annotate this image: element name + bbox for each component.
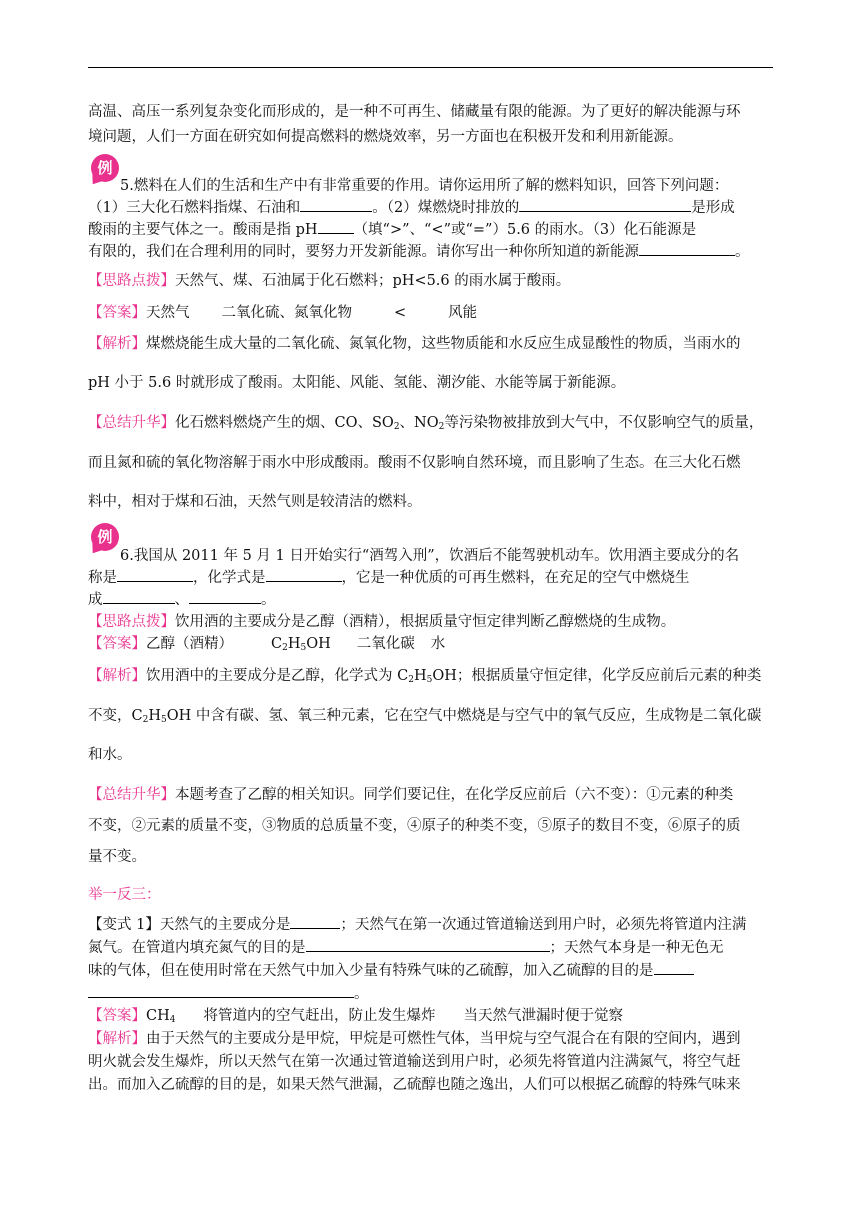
var1-question-line-1: 【变式 1】天然气的主要成分是 ；天然气在第一次通过管道输送到用户时，必须先将管道内注满 (88, 914, 746, 936)
blank (103, 589, 175, 604)
blank (306, 937, 550, 952)
var1-question-line-2: 氮气。在管道内填充氮气的目的是 ；天然气本身是一种无色无 (88, 937, 724, 959)
ex5-question-line-1: 5.燃料在人们的生活和生产中有非常重要的作用。请你运用所了解的燃料知识，回答下列问题： (120, 178, 729, 194)
example-badge-icon: 例 (91, 154, 119, 182)
var1-analysis-line-3: 出。而加入乙硫醇的目的是，如果天然气泄漏，乙硫醇也随之逸出，人们可以根据乙硫醇的特殊气味来 (88, 1077, 741, 1093)
blank (189, 589, 261, 604)
blank (519, 197, 691, 212)
ex5-question-line-4: 有限的，我们在合理利用的同时，要努力开发新能源。请你写出一种你所知道的新能源 。 (88, 241, 750, 263)
ex6-summary-line-3: 量不变。 (88, 849, 146, 865)
blank (266, 567, 342, 582)
var1-question-line-3: 味的气体，但在使用时常在天然气中加入少量有特殊气味的乙硫醇，加入乙硫醇的目的是 (88, 960, 694, 982)
ex5-hint: 【思路点拨】天然气、煤、石油属于化石燃料；pH<5.6 的雨水属于酸雨。 (88, 273, 571, 289)
blank (318, 219, 354, 234)
blank (300, 197, 372, 212)
ex5-analysis-line-2: pH 小于 5.6 时就形成了酸雨。太阳能、风能、氢能、潮汐能、水能等属于新能源。 (88, 375, 626, 391)
blank (290, 914, 340, 929)
ex6-analysis-line-3: 和水。 (88, 747, 132, 763)
blank (117, 567, 193, 582)
header-rule (88, 67, 773, 68)
var1-question-line-4: 。 (88, 983, 369, 1005)
ex5-summary-line-2: 而且氮和硫的氧化物溶解于雨水中形成酸雨。酸雨不仅影响自然环境，而且影响了生态。在三大化石燃 (88, 455, 741, 471)
ex6-question-line-2: 称是 ，化学式是 ，它是一种优质的可再生燃料，在充足的空气中燃烧生 (88, 567, 690, 589)
ex5-summary-line-3: 料中，相对于煤和石油，天然气则是较清洁的燃料。 (88, 494, 422, 510)
ex6-summary-line-2: 不变，②元素的质量不变，③物质的总质量不变，④原子的种类不变，⑤原子的数目不变，⑥原子的质 (88, 818, 741, 834)
var1-answer: 【答案】$CH_4$ 将管道内的空气赶出，防止发生爆炸 当天然气泄漏时便于觉察 (88, 1008, 623, 1025)
ex5-question-line-3: 酸雨的主要气体之一。酸雨是指 pH （填“>”、“<”或“=”）5.6 的雨水。（3）化石能源是 (88, 219, 696, 241)
example-badge-icon: 例 (91, 523, 119, 551)
ex6-question-line-3: 成 、 。 (88, 589, 276, 611)
ex6-question-line-1: 6.我国从 2011 年 5 月 1 日开始实行“酒驾入刑”，饮酒后不能驾驶机动车。饮用酒主要成分的名 (120, 548, 740, 564)
blank (639, 241, 735, 256)
ex5-analysis-line-1: 【解析】煤燃烧能生成大量的二氧化硫、氮氧化物，这些物质能和水反应生成显酸性的物质，当雨水的 (88, 336, 741, 352)
ex6-answer: 【答案】乙醇（酒精） $C_2H_5OH$ 二氧化碳 水 (88, 636, 446, 653)
ex5-answer: 【答案】天然气 二氧化硫、氮氧化物 < 风能 (88, 305, 478, 321)
intro-line-2: 境问题，人们一方面在研究如何提高燃料的燃烧效率，另一方面也在积极开发和利用新能源。 (88, 129, 683, 145)
blank (88, 983, 354, 998)
ex6-hint: 【思路点拨】饮用酒的主要成分是乙醇（酒精），根据质量守恒定律判断乙醇燃烧的生成物。 (88, 614, 676, 630)
ex6-analysis-line-2: 不变，$C_2H_5OH$ 中含有碳、氢、氧三种元素，它在空气中燃烧是与空气中的氧气反应，生成物是二氧化碳 (88, 708, 762, 725)
intro-line-1: 高温、高压一系列复杂变化而形成的，是一种不可再生、储藏量有限的能源。为了更好的解决能源与环 (88, 104, 741, 120)
ex6-summary-line-1: 【总结升华】本题考查了乙醇的相关知识。同学们要记住，在化学反应前后（六不变）：①元素的种类 (88, 787, 734, 803)
blank (654, 960, 694, 975)
var1-analysis-line-2: 明火就会发生爆炸，所以天然气在第一次通过管道输送到用户时，必须先将管道内注满氮气，将空气赶 (88, 1054, 741, 1070)
section-title: 举一反三： (88, 887, 161, 903)
ex6-analysis-line-1: 【解析】饮用酒中的主要成分是乙醇，化学式为 $C_2H_5OH$；根据质量守恒定律，化学反应前后元素的种类 (88, 668, 762, 685)
var1-analysis-line-1: 【解析】由于天然气的主要成分是甲烷，甲烷是可燃性气体，当甲烷与空气混合在有限的空间内，遇到 (88, 1031, 741, 1047)
ex5-summary-line-1: 【总结升华】化石燃料燃烧产生的烟、CO、$SO_2$、$NO_2$等污染物被排放到大气中，不仅影响空气的质量， (88, 415, 764, 432)
ex5-question-line-2: （1）三大化石燃料指煤、石油和 。（2）煤燃烧时排放的 是形成 (88, 197, 735, 219)
